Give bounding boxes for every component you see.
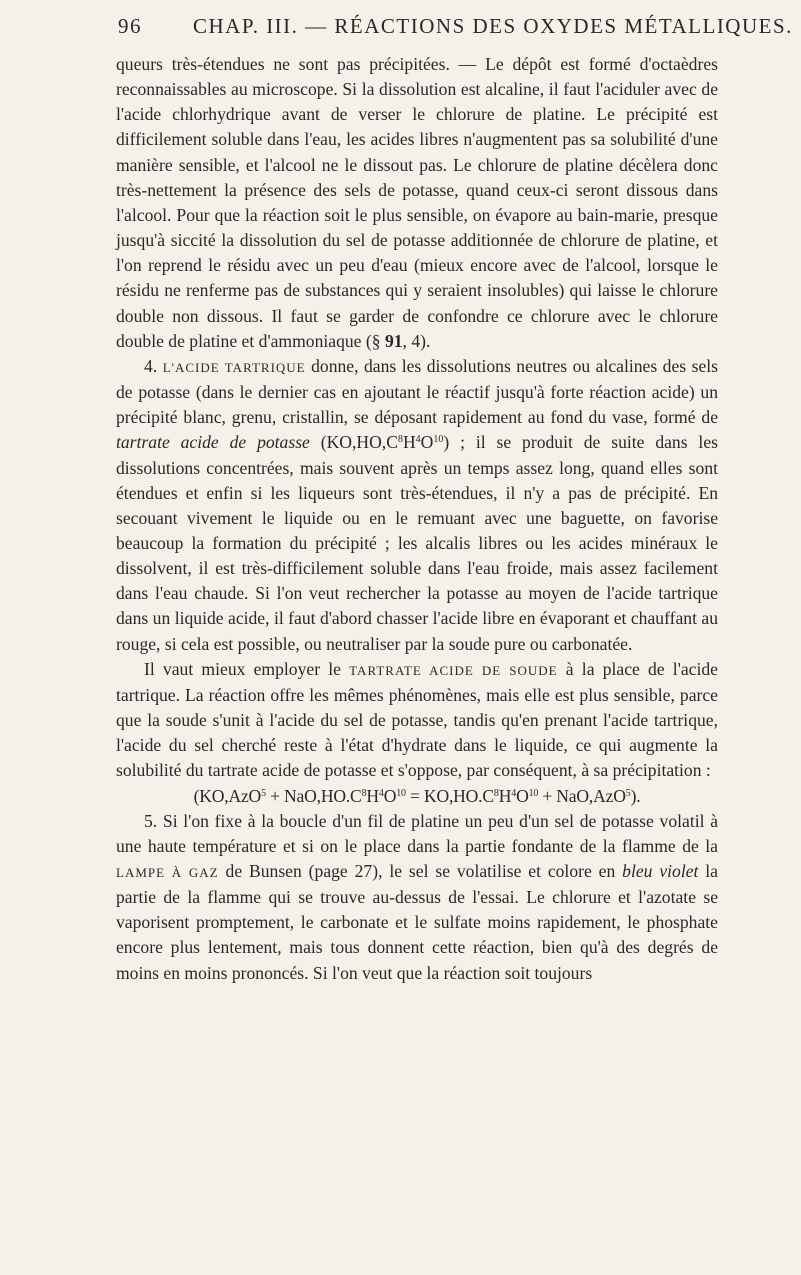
formula-run: H (366, 785, 379, 806)
section-reference: 91 (384, 330, 403, 351)
running-head (118, 14, 793, 44)
formula-run: + NaO,AzO (538, 785, 626, 806)
formula-run: + NaO,HO.C (265, 785, 362, 806)
text-run: Si l'on fixe à la boucle d'un fil de platine un peu d'un sel de potasse volatil à une haute température et si on le place dans la partie fondante de la flamme de la (116, 810, 718, 856)
text-run: , 4). (402, 330, 431, 351)
text-run: Il vaut mieux employer le (144, 658, 350, 679)
text-run: queurs très-étendues ne sont pas précipitées. — Le dépôt est formé d'octaèdres reconnaissables au microscope. Si la dissolution est alcaline, il faut l'aciduler avec de l'acide chlorhydrique avant de verser le chlorure de platine. Le précipité est difficilement soluble dans l'eau, les acides libres n'augmentent pas sa solubilité d'une manière sensible, et l'alcool ne le dissout pas. Le chlorure de platine décèlera donc très-nettement la présence des sels de potasse, quand ceux-ci seront dissous dans l'alcool. Pour que la réaction soit le plus sensible, on évapore au bain-marie, presque jusqu'à siccité la dissolution du sel de potasse additionnée de chlorure de platine, et l'on reprend le résidu avec un peu d'eau (mieux encore avec de l'alcool, lorsque le résidu ne renferme pas de substances qui y seraient insolubles) qui laisse le chlorure double non dissous. Il faut se garder de confondre ce chlorure avec le chlorure double de platine et d'ammoniaque (§ (116, 54, 718, 351)
formula-sup: 4 (378, 787, 384, 799)
paragraph-sodium-tartrate (116, 657, 718, 784)
formula-sup: 5 (625, 787, 631, 799)
formula-sup: 10 (433, 434, 444, 446)
formula-sup: 4 (511, 787, 517, 799)
formula-run: O (516, 785, 529, 806)
item-number: 4. (144, 355, 163, 376)
item-number: 5. (144, 810, 163, 831)
text-run: donne, dans les dissolutions neutres ou alcalines des sels de potasse (dans le dernier cas en ajoutant le réactif jusqu'à forte réaction acide) un précipité blanc, grenu, cristallin, se déposant rapidement au fond du vase, formé de (116, 355, 719, 428)
formula-run: = KO,HO.C (405, 785, 494, 806)
formula-sup: 5 (261, 787, 266, 799)
text-run: à la place de l'acide tartrique. La réaction offre les mêmes phénomènes, mais elle est plus sensible, parce que la soude s'unit à l'acide du sel de potasse, tandis qu'en prenant l'acide tartrique, l'acide du sel cherché reste à l'état d'hydrate dans le liquide, ce qui augmente la solubilité du tartrate acide de potasse et s'oppose, par conséquent, à sa précipitation : (116, 658, 718, 781)
formula-run: H (402, 432, 416, 453)
formula-sup: 4 (415, 434, 421, 446)
text-run: ) ; il se produit de suite dans les dissolutions concentrées, mais souvent après un temps assez long, quand elles sont étendues et enfin si les liqueurs sont très-étendues, il n'y a pas de précipité. En secouant vivement le liquide ou en le remuant avec une baguette, on favorise beaucoup la formation du précipité ; les alcalis libres ou les acides minéraux le dissolvent, il est très-difficilement soluble dans l'eau froide, mais assez facilement dans l'eau chaude. Si l'on veut rechercher la potasse au moyen de l'acide tartrique dans un liquide acide, il faut d'abord chasser l'acide libre en évaporant et chauffant au rouge, si cela est possible, ou neutraliser par la soude pure ou carbonatée. (116, 432, 718, 654)
formula-run: (KO,HO,C (309, 432, 398, 453)
italic-term: tartrate acide de potasse (116, 432, 310, 453)
formula-run: O (383, 785, 397, 806)
italic-term: bleu violet (622, 861, 699, 881)
reagent-term: L'ACIDE TARTRIQUE (162, 359, 306, 375)
page-number: 96 (118, 14, 142, 38)
formula-run: ). (630, 785, 641, 806)
paragraph-flame-test (116, 809, 718, 986)
formula-sup: 10 (396, 787, 406, 799)
formula-sup: 8 (397, 434, 403, 446)
chapter-title: CHAP. III. — RÉACTIONS DES OXYDES MÉTALLIQUES. (193, 14, 793, 38)
paragraph-tartaric-acid (116, 354, 718, 657)
formula-sup: 8 (493, 787, 499, 799)
apparatus-term: LAMPE À GAZ (116, 865, 219, 880)
formula-run: H (498, 785, 512, 806)
reagent-term: TARTRATE ACIDE DE SOUDE (349, 662, 558, 678)
text-run: de Bunsen (page 27), le sel se volatilise et colore en (218, 861, 623, 881)
formula-run: (KO,AzO (193, 785, 262, 806)
formula-sup: 8 (361, 787, 367, 799)
formula-run: O (420, 432, 434, 453)
body-text (116, 52, 718, 986)
paragraph-continuation (116, 52, 718, 354)
formula-sup: 10 (528, 787, 539, 799)
text-run: la partie de la flamme qui se trouve au-dessus de l'essai. Le chlorure et l'azotate se vaporisent promptement, le carbonate et le sulfate moins rapidement, le phosphate encore plus lentement, mais tous donnent cette réaction, bien qu'à des degrés de moins en moins prononcés. Si l'on veut que la réaction soit toujours (116, 861, 718, 983)
chemical-equation (116, 784, 718, 809)
